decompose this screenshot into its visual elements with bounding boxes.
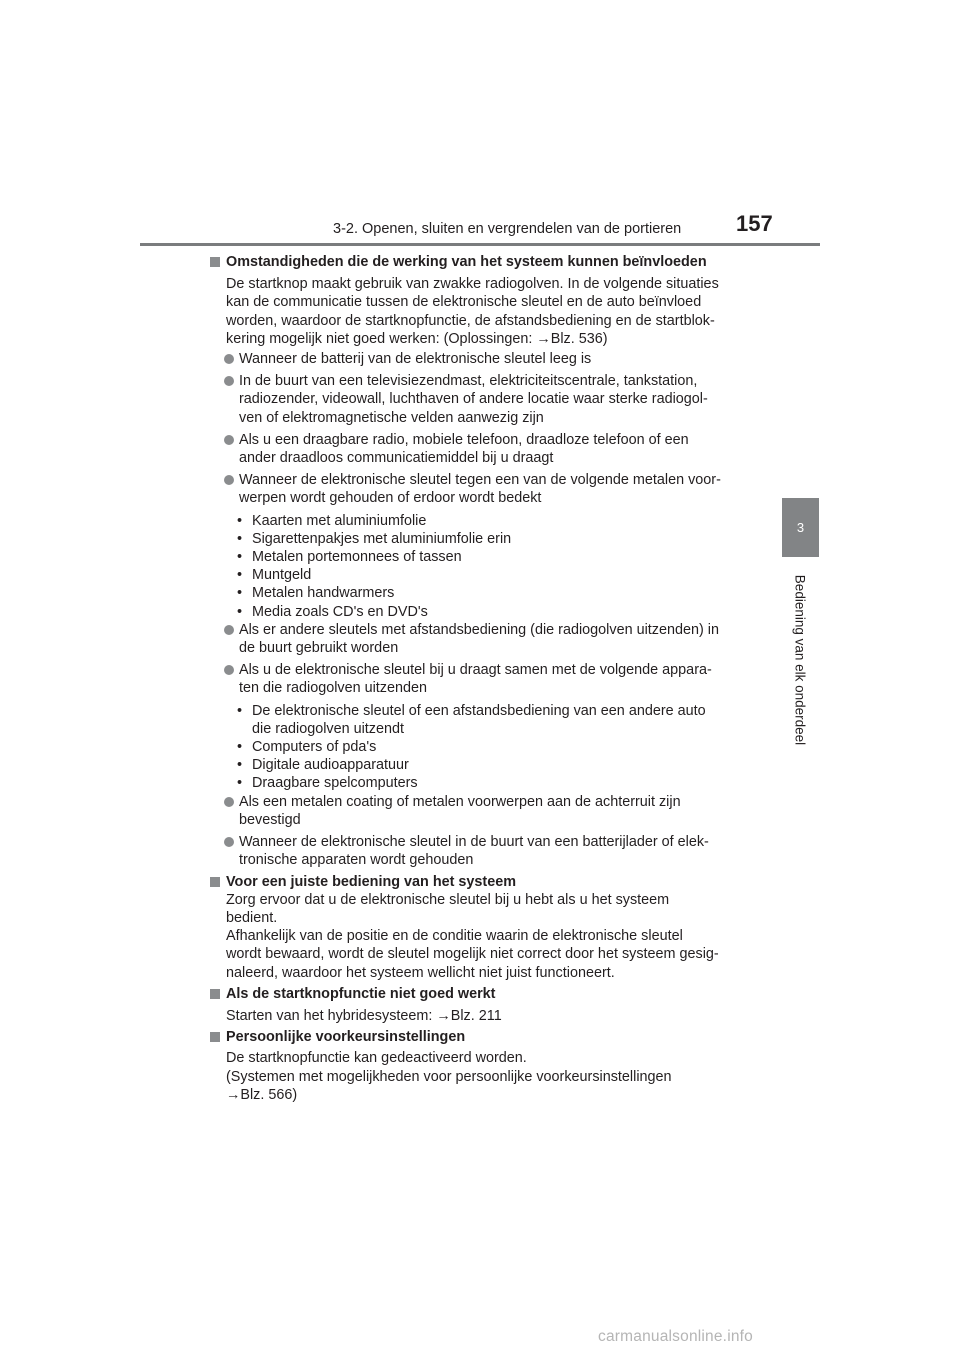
sub-list-item: • Media zoals CD's en DVD's (237, 603, 428, 620)
chapter-tab (782, 498, 819, 557)
text-line: Afhankelijk van de positie en de conditie waarin de elektronische sleutel (226, 928, 683, 945)
section-heading-text: Persoonlijke voorkeursinstellingen (226, 1029, 466, 1046)
section-heading (208, 1028, 750, 1046)
text-line: bevestigd (239, 811, 301, 828)
circle-bullet-icon (224, 376, 234, 386)
text-line: Sigarettenpakjes met aluminiumfolie erin (252, 530, 512, 547)
bullet-item (208, 833, 750, 869)
text-line: Als u de elektronische sleutel bij u draagt samen met de volgende appara- (239, 662, 712, 679)
text-line: de buurt gebruikt worden (239, 640, 399, 657)
section-heading (208, 985, 750, 1003)
sub-list-item: • De elektronische sleutel of een afstandsbediening van een andere auto die radiogolven uitzendt (208, 702, 750, 738)
text-line: ven of elektromagnetische velden aanwezig zijn (239, 409, 544, 426)
text-line: ten die radiogolven uitzenden (239, 680, 428, 697)
square-bullet-icon (210, 989, 220, 999)
text-line: (Systemen met mogelijkheden voor persoonlijke voorkeursinstellingen (226, 1068, 672, 1085)
paragraph (208, 891, 750, 982)
sub-list-item: • Computers of pda's (237, 739, 377, 756)
text-line: kering mogelijk niet goed werken: (Oplossingen: →Blz. 536) (226, 330, 608, 347)
section-heading (208, 253, 750, 271)
paragraph (208, 1007, 750, 1025)
section-heading-text: Omstandigheden die de werking van het systeem kunnen beïnvloeden (226, 254, 707, 270)
circle-bullet-icon (224, 797, 234, 807)
text-line: Als u een draagbare radio, mobiele telefoon, draadloze telefoon of een (239, 431, 689, 448)
square-bullet-icon (210, 257, 220, 267)
text-line: In de buurt van een televisiezendmast, elektriciteitscentrale, tankstation, (239, 373, 698, 390)
square-bullet-icon (210, 877, 220, 887)
watermark: carmanualsonline.info (598, 1328, 753, 1345)
text-line: naleerd, waardoor het systeem wellicht niet juist functioneert. (226, 964, 615, 981)
sub-list-item: • Muntgeld (237, 567, 312, 584)
circle-bullet-icon (224, 354, 234, 364)
page-content (208, 253, 750, 1104)
text-line: Metalen portemonnees of tassen (252, 549, 462, 566)
text-line: Muntgeld (252, 567, 312, 584)
header-divider (140, 243, 820, 246)
text-line: Draagbare spelcomputers (252, 775, 418, 792)
sub-list-item: • Draagbare spelcomputers (237, 775, 418, 792)
sub-list (208, 702, 750, 793)
text-line: De startknopfunctie kan gedeactiveerd worden. (226, 1050, 527, 1067)
text-line: worden, waardoor de startknopfunctie, de afstandsbediening en de startblok- (226, 312, 715, 329)
text-line: Wanneer de elektronische sleutel tegen een van de volgende metalen voor- (239, 472, 721, 489)
bullet-item (208, 372, 750, 427)
sub-list-item: • Metalen portemonnees of tassen (237, 549, 462, 566)
text-line: Digitale audioapparatuur (252, 757, 409, 774)
circle-bullet-icon (224, 665, 234, 675)
text-line: wordt bewaard, wordt de sleutel mogelijk niet correct door het systeem gesig- (226, 946, 719, 963)
square-bullet-icon (210, 1032, 220, 1042)
sub-list-item: • Kaarten met aluminiumfolie (237, 512, 427, 529)
text-line: Computers of pda's (252, 739, 377, 756)
text-line: →Blz. 566) (226, 1086, 298, 1103)
circle-bullet-icon (224, 475, 234, 485)
text-line: Starten van het hybridesysteem: →Blz. 211 (226, 1007, 502, 1024)
bullet-item (208, 431, 750, 467)
text-line: tronische apparaten wordt gehouden (239, 852, 474, 869)
text-line: Media zoals CD's en DVD's (252, 603, 428, 620)
paragraph (208, 275, 750, 348)
chapter-title: 3-2. Openen, sluiten en vergrendelen van de portieren (333, 221, 682, 237)
circle-bullet-icon (224, 625, 234, 635)
bullet-item (208, 621, 750, 657)
text-line: Metalen handwarmers (252, 585, 395, 602)
text-line: Wanneer de elektronische sleutel in de buurt van een batterijlader of elek- (239, 834, 709, 851)
text-line: kan de communicatie tussen de elektronische sleutel en de auto beïnvloed (226, 294, 702, 311)
text-line: radiozender, videowall, luchthaven of andere locatie waar sterke radiogol- (239, 391, 708, 408)
circle-bullet-icon (224, 435, 234, 445)
text-line: werpen wordt gehouden of erdoor wordt bedekt (239, 490, 542, 507)
section-heading (208, 873, 750, 891)
page-number: 157 (736, 211, 773, 236)
sub-list-item: • Digitale audioapparatuur (237, 757, 409, 774)
section-heading-text: Voor een juiste bediening van het systeem (226, 873, 517, 890)
text-line: die radiogolven uitzendt (252, 720, 405, 737)
chapter-side-label: Bediening van elk onderdeel (792, 574, 808, 746)
text-line: bedient. (226, 909, 278, 926)
bullet-item (208, 793, 750, 829)
text-line: Kaarten met aluminiumfolie (252, 512, 427, 529)
text-line: Zorg ervoor dat u de elektronische sleutel bij u hebt als u het systeem (226, 891, 670, 908)
text-line: Als een metalen coating of metalen voorwerpen aan de achterruit zijn (239, 793, 681, 810)
bullet-item (208, 471, 750, 507)
text-line: ander draadloos communicatiemiddel bij u draagt (239, 450, 554, 467)
circle-bullet-icon (224, 837, 234, 847)
paragraph (208, 1049, 750, 1104)
text-line: De startknop maakt gebruik van zwakke radiogolven. In de volgende situaties (226, 276, 719, 293)
chapter-tab-number: 3 (796, 520, 805, 535)
bullet-item (208, 350, 750, 368)
section-heading-text: Als de startknopfunctie niet goed werkt (226, 985, 496, 1002)
sub-list (208, 512, 750, 621)
text-line: Als er andere sleutels met afstandsbediening (die radiogolven uitzenden) in (239, 621, 719, 638)
bullet-item (208, 661, 750, 697)
sub-list-item: • Sigarettenpakjes met aluminiumfolie erin (237, 530, 512, 547)
sub-list-item: • Metalen handwarmers (237, 585, 395, 602)
text-line: Wanneer de batterij van de elektronische sleutel leeg is (239, 351, 592, 368)
text-line: De elektronische sleutel of een afstandsbediening van een andere auto (252, 702, 706, 719)
